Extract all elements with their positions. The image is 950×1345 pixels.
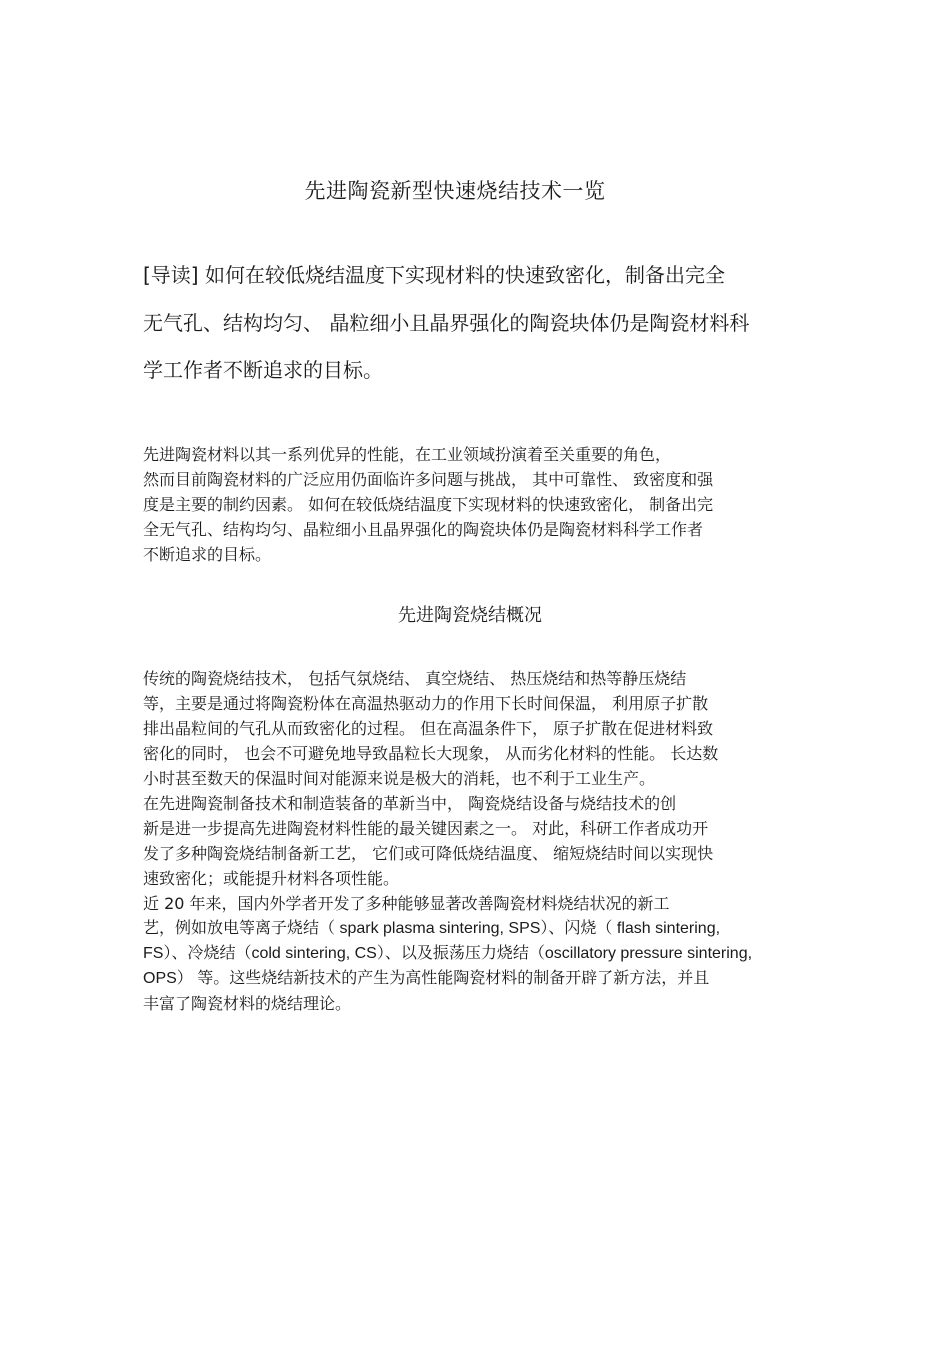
body-line: OPS） 等。这些烧结新技术的产生为高性能陶瓷材料的制备开辟了新方法，并且 — [143, 970, 710, 987]
body-line: 近 20 年来，国内外学者开发了多种能够显著改善陶瓷材料烧结状况的新工 — [143, 894, 670, 913]
body-line: 排出晶粒间的气孔从而致密化的过程。 但在高温条件下， 原子扩散在促进材料致 — [143, 719, 714, 738]
lead-line: 无气孔、结构均匀、 晶粒细小且晶界强化的陶瓷块体仍是陶瓷材料科 — [143, 310, 750, 335]
body-line: 在先进陶瓷制备技术和制造装备的革新当中， 陶瓷烧结设备与烧结技术的创 — [143, 794, 677, 813]
lead-line: [导读] 如何在较低烧结温度下实现材料的快速致密化，制备出完全 — [143, 263, 725, 287]
body-line: FS）、冷烧结（cold sintering, CS）、以及振荡压力烧结（oscillatory pressure sintering, — [143, 945, 753, 962]
intro-line: 全无气孔、结构均匀、晶粒细小且晶界强化的陶瓷块体仍是陶瓷材料科学工作者 — [143, 520, 704, 539]
lead-line: 学工作者不断追求的目标。 — [143, 358, 383, 382]
body-line: 发了多种陶瓷烧结制备新工艺， 它们或可降低烧结温度、 缩短烧结时间以实现快 — [143, 844, 714, 863]
body-line: 丰富了陶瓷材料的烧结理论。 — [143, 994, 352, 1013]
body-line: 艺，例如放电等离子烧结（ spark plasma sintering, SPS）、闪烧（ flash sintering, — [143, 920, 721, 937]
body-line: 等，主要是通过将陶瓷粉体在高温热驱动力的作用下长时间保温， 利用原子扩散 — [143, 694, 709, 713]
section-heading: 先进陶瓷烧结概况 — [398, 605, 542, 626]
body-line: 速致密化；或能提升材料各项性能。 — [143, 869, 400, 888]
document-title: 先进陶瓷新型快速烧结技术一览 — [304, 179, 606, 203]
lead-paragraph — [143, 252, 793, 395]
body-line: 小时甚至数天的保温时间对能源来说是极大的消耗，也不利于工业生产。 — [143, 769, 656, 788]
intro-line: 不断追求的目标。 — [143, 545, 272, 564]
intro-line: 然而目前陶瓷材料的广泛应用仍面临许多问题与挑战， 其中可靠性、 致密度和强 — [143, 470, 714, 489]
intro-paragraph — [143, 417, 808, 567]
body-line: 新是进一步提高先进陶瓷材料性能的最关键因素之一。 对此，科研工作者成功开 — [143, 819, 709, 838]
intro-line: 先进陶瓷材料以其一系列优异的性能，在工业领域扮演着至关重要的角色， — [143, 445, 672, 464]
intro-line: 度是主要的制约因素。 如何在较低烧结温度下实现材料的快速致密化， 制备出完 — [143, 495, 714, 514]
body-line: 传统的陶瓷烧结技术， 包括气氛烧结、 真空烧结、 热压烧结和热等静压烧结 — [143, 669, 687, 688]
body-text — [143, 641, 808, 1016]
body-line: 密化的同时， 也会不可避免地导致晶粒长大现象， 从而劣化材料的性能。 长达数 — [143, 744, 719, 763]
